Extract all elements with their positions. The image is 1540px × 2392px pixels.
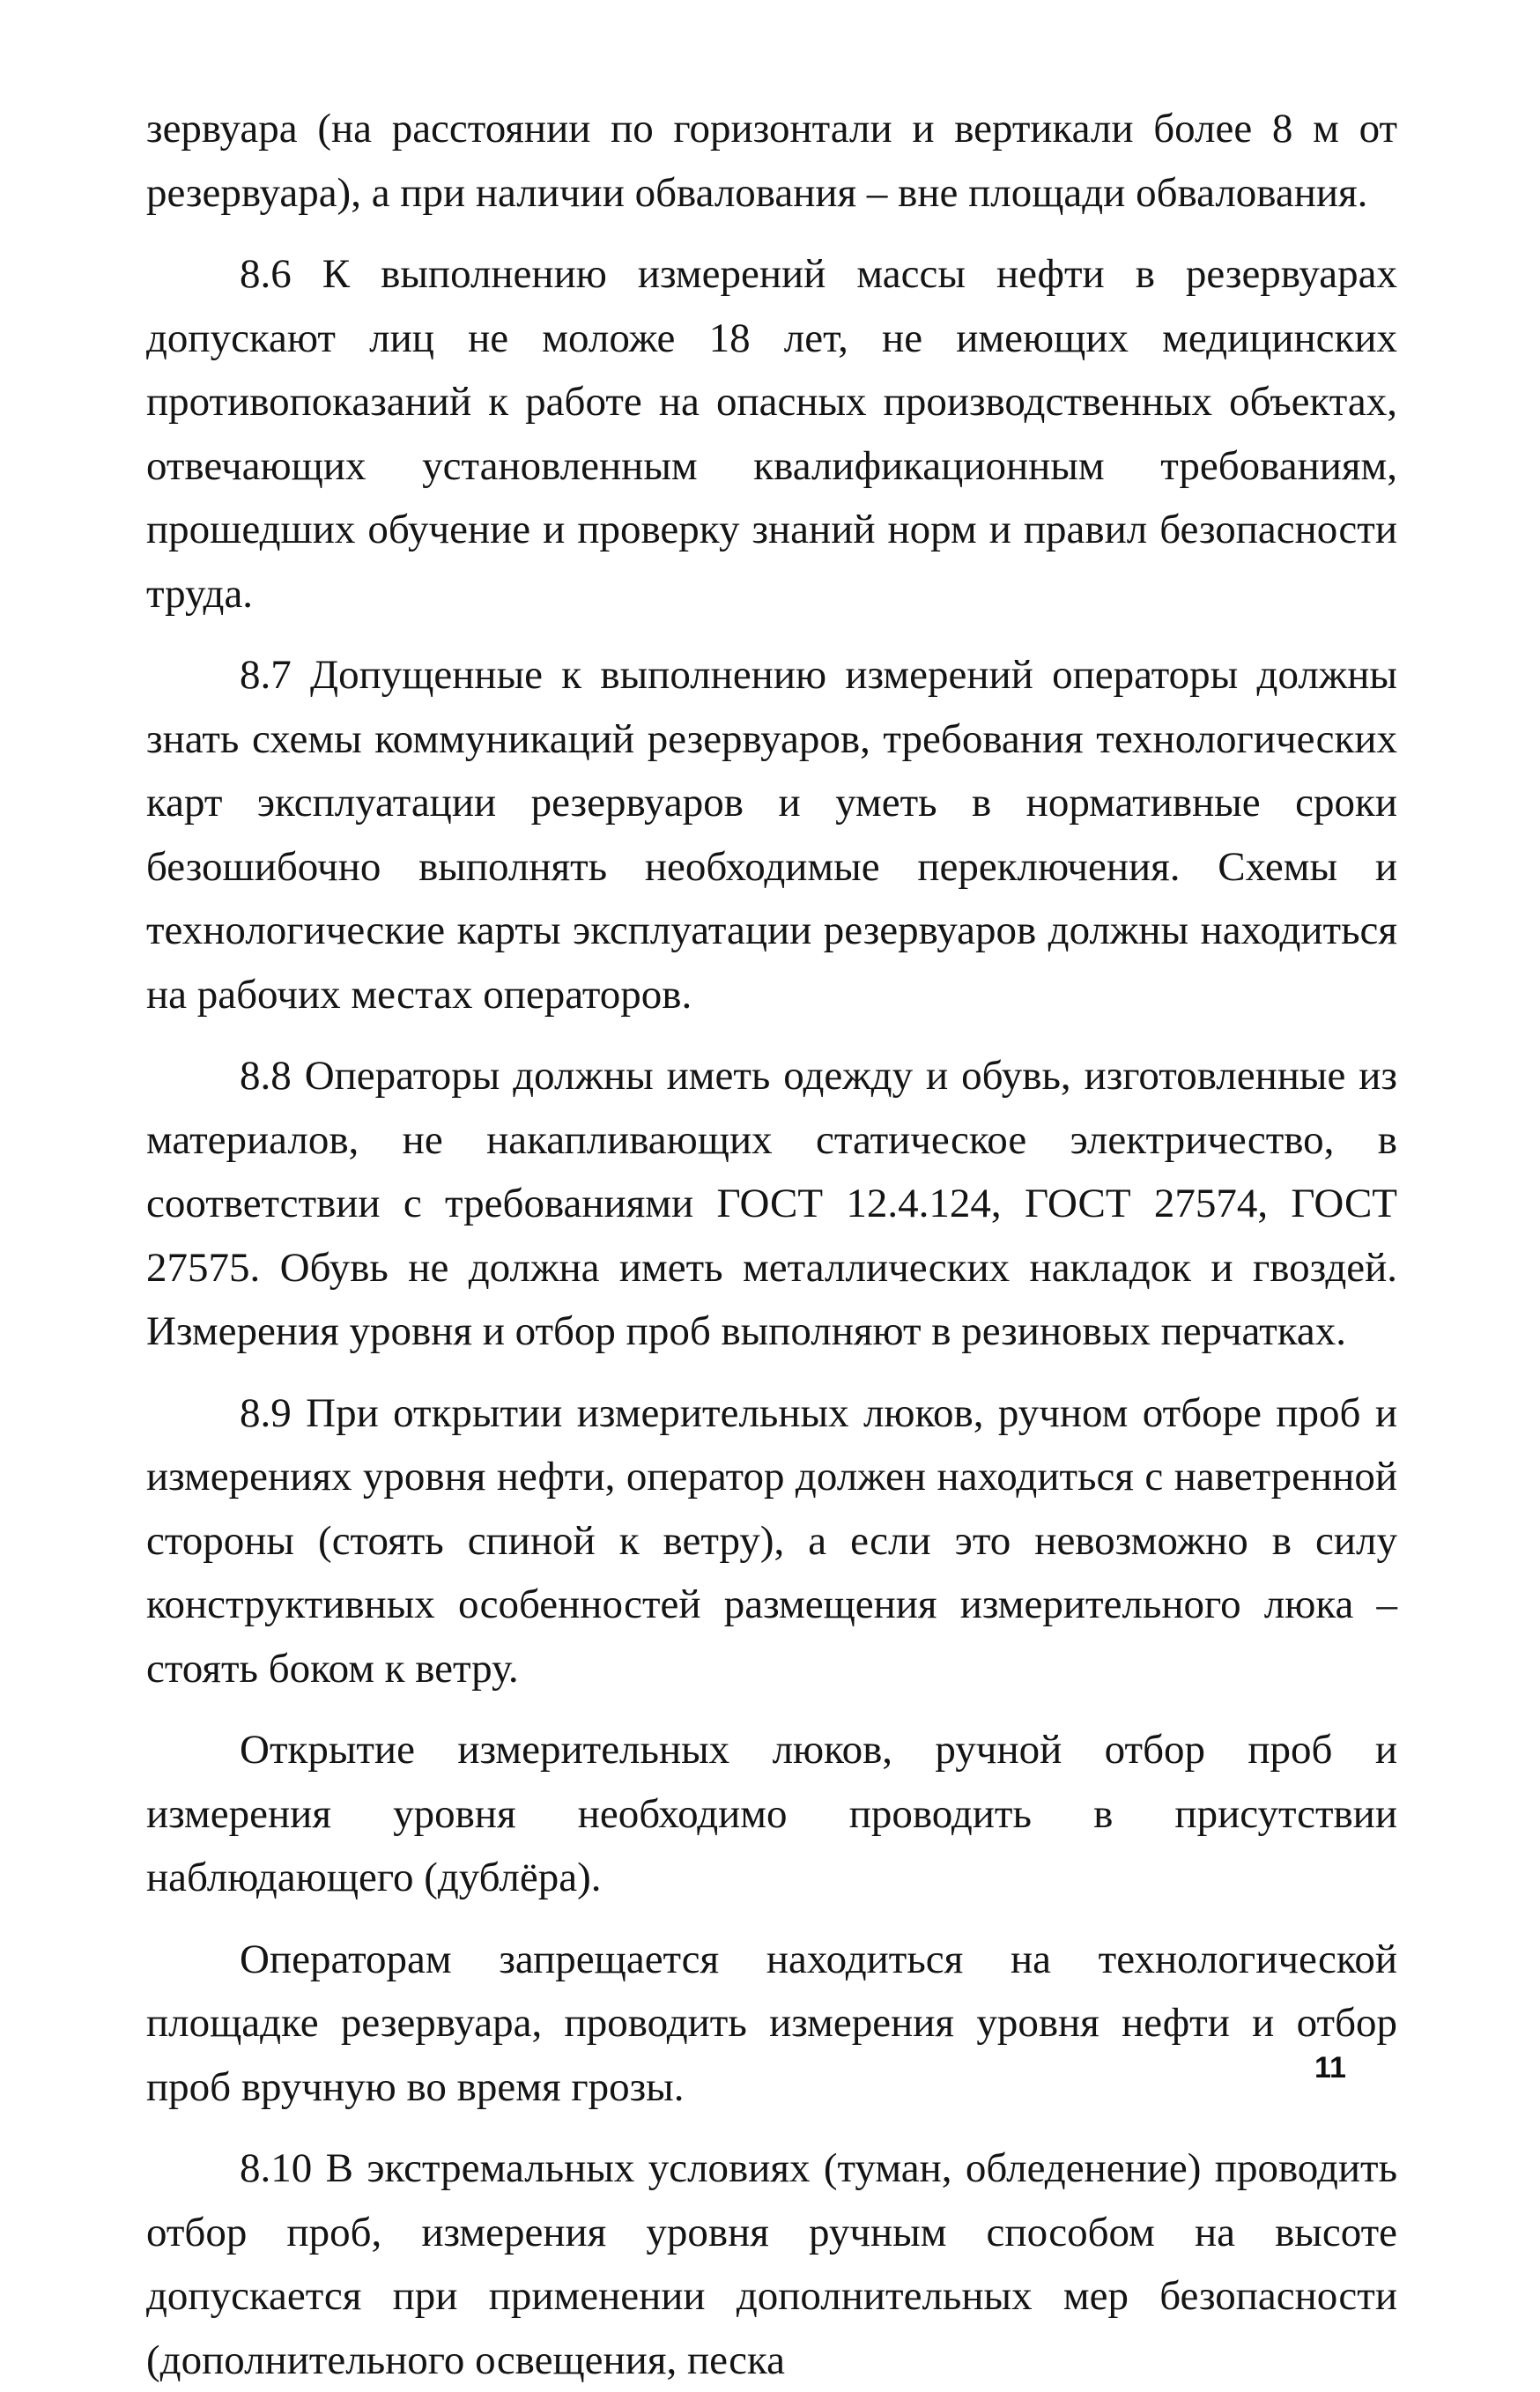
page-number: 11 — [1314, 2051, 1346, 2085]
paragraph-8-10: 8.10 В экстремальных условиях (туман, обледенение) проводить отбор проб, измерения уровня ручным способом на высоте допускается при применении дополнительных мер безопасности (дополнительного освещения, песка — [146, 2145, 1397, 2383]
body-text — [146, 97, 1397, 2392]
paragraph-thunderstorm: Операторам запрещается находиться на технологической площадке резервуара, проводить измерения уровня нефти и отбор проб вручную во время грозы. — [146, 1936, 1397, 2110]
paragraph-8-6: 8.6 К выполнению измерений массы нефти в резервуарах допускают лиц не моложе 18 лет, не имеющих медицинских противопоказаний к работе на опасных производственных объектах, отвечающих установленным квалификационным требованиям, прошедших обучение и проверку знаний норм и правил безопасности труда. — [146, 251, 1397, 617]
paragraph-8-9: 8.9 При открытии измерительных люков, ручном отборе проб и измерениях уровня нефти, оператор должен находиться с наветренной стороны (стоять спиной к ветру), а если это невозможно в силу конструктивных особенностей размещения измерительного люка – стоять боком к ветру. — [146, 1389, 1397, 1692]
paragraph-8-7: 8.7 Допущенные к выполнению измерений операторы должны знать схемы коммуникаций резервуаров, требования технологических карт эксплуатации резервуаров и уметь в нормативные сроки безошибочно выполнять необходимые переключения. Схемы и технологические карты эксплуатации резервуаров должны находиться на рабочих местах операторов. — [146, 652, 1397, 1018]
paragraph-observer: Открытие измерительных люков, ручной отбор проб и измерения уровня необходимо проводить в присутствии наблюдающего (дублёра). — [146, 1727, 1397, 1900]
paragraph-continuation: зервуара (на расстоянии по горизонтали и вертикали более 8 м от резервуара), а при наличии обвалования – вне площади обвалования. — [146, 106, 1397, 216]
paragraph-8-8: 8.8 Операторы должны иметь одежду и обувь, изготовленные из материалов, не накапливающих статическое электричество, в соответствии с требованиями ГОСТ 12.4.124, ГОСТ 27574, ГОСТ 27575. Обувь не должна иметь металлических накладок и гвоздей. Измерения уровня и отбор проб выполняют в резиновых перчатках. — [146, 1053, 1397, 1354]
